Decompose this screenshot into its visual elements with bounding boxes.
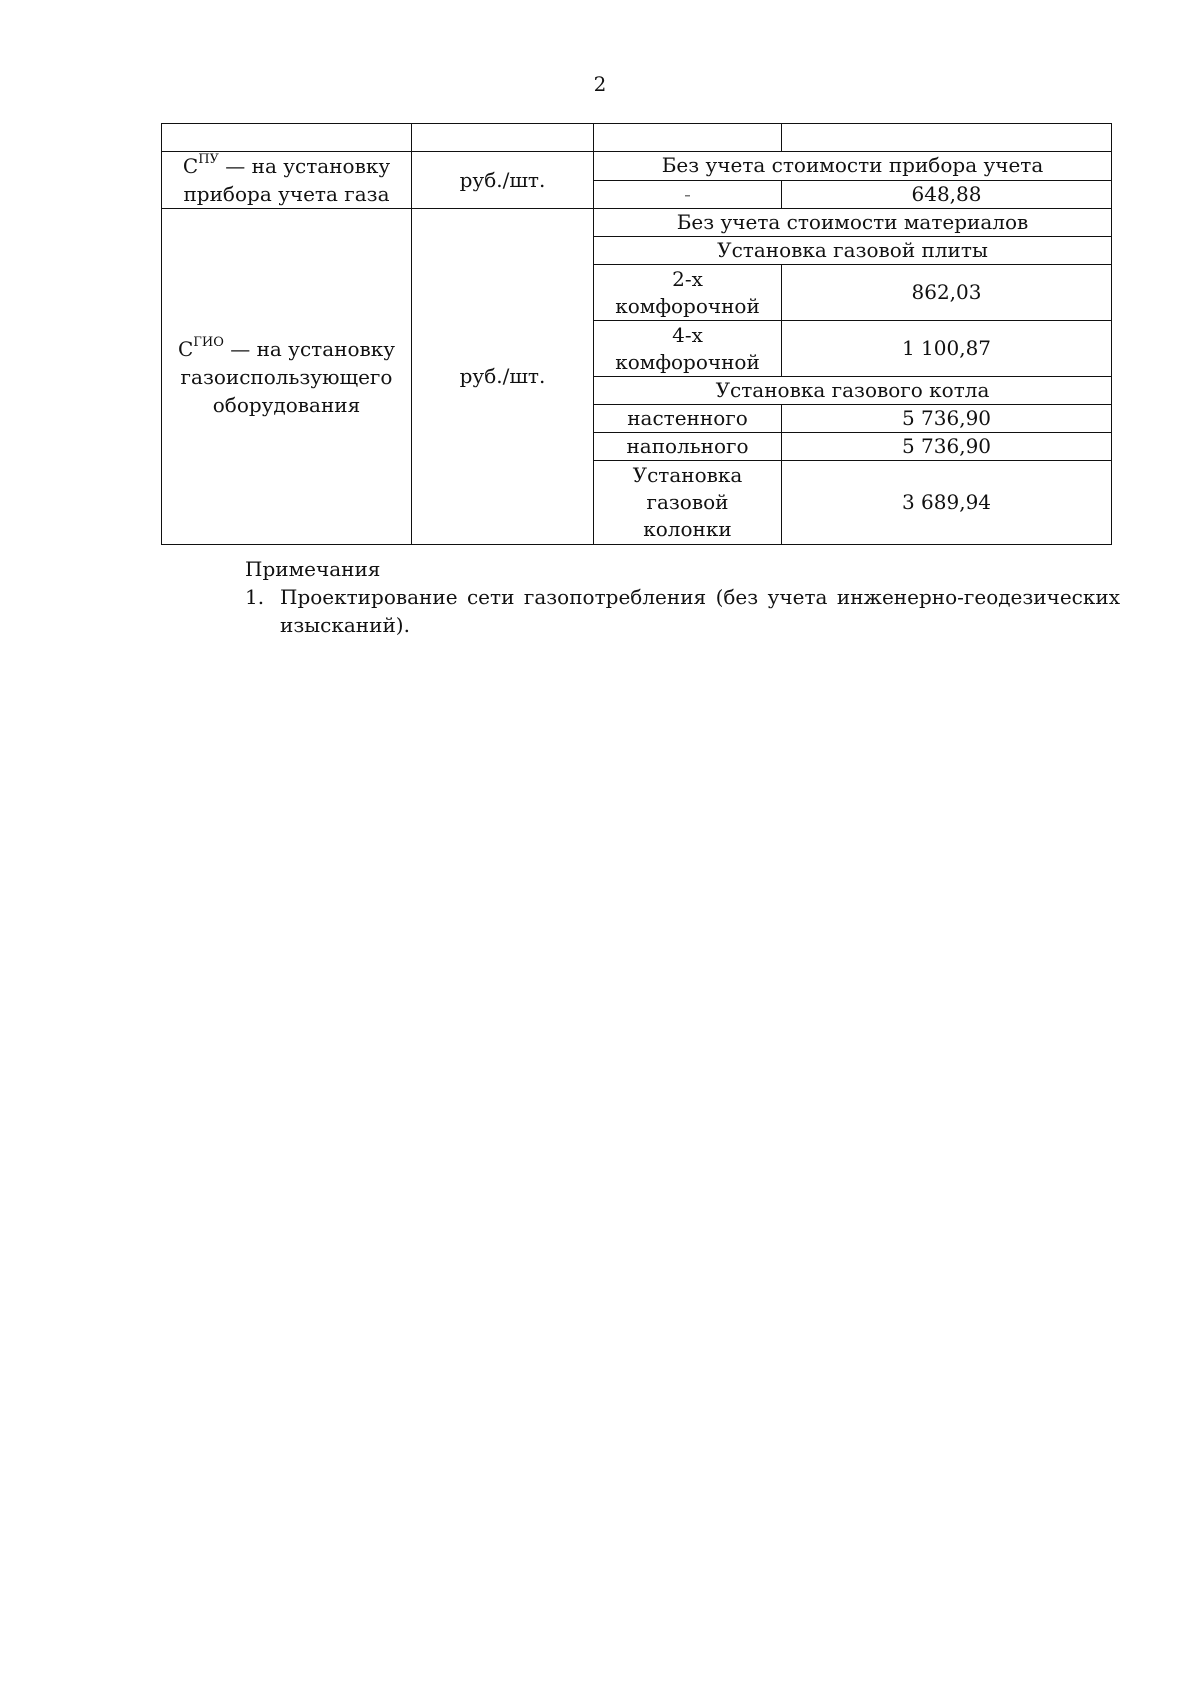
stove-name-cell: 2-х комфорочной: [594, 265, 782, 321]
note-text: Проектирование сети газопотребления (без учета инженерно-геодезических изысканий).: [280, 585, 1120, 637]
table-row: [162, 152, 1112, 181]
meter-label: — на установку прибора учета газа: [183, 154, 391, 206]
meter-label-cell: [162, 152, 412, 209]
equipment-unit-cell: руб./шт.: [412, 209, 594, 545]
header-cell: [162, 124, 412, 152]
stove-name-cell: 4-х комфорочной: [594, 321, 782, 377]
header-cell: [782, 124, 1112, 152]
table-row: [162, 209, 1112, 237]
note-item: [245, 583, 1120, 639]
tariff-table: [161, 123, 1112, 545]
meter-superscript: ПУ: [198, 152, 219, 168]
meter-dash-cell: -: [594, 180, 782, 209]
equipment-label: — на установку газоиспользующего оборудования: [180, 336, 396, 417]
equipment-superscript: ГИО: [193, 334, 224, 350]
table-header-row: [162, 124, 1112, 152]
stove-value-cell: 862,03: [782, 265, 1112, 321]
boiler-name-cell: настенного: [594, 405, 782, 433]
equipment-label-cell: [162, 209, 412, 545]
meter-section-title: Без учета стоимости прибора учета: [594, 152, 1112, 181]
header-cell: [412, 124, 594, 152]
equipment-symbol: С: [177, 336, 194, 361]
boiler-name-cell: напольного: [594, 433, 782, 461]
boiler-value-cell: 5 736,90: [782, 405, 1112, 433]
header-cell: [594, 124, 782, 152]
page-number: 2: [593, 72, 607, 96]
meter-value-cell: 648,88: [782, 180, 1112, 209]
equipment-section-title: Без учета стоимости материалов: [594, 209, 1112, 237]
stove-title: Установка газовой плиты: [594, 237, 1112, 265]
meter-unit-cell: руб./шт.: [412, 152, 594, 209]
heater-name-cell: Установка газовой колонки: [594, 461, 782, 545]
heater-value-cell: 3 689,94: [782, 461, 1112, 545]
boiler-value-cell: 5 736,90: [782, 433, 1112, 461]
note-number: 1.: [245, 585, 265, 609]
meter-symbol: С: [182, 154, 199, 178]
notes-section: [245, 555, 1120, 639]
stove-value-cell: 1 100,87: [782, 321, 1112, 377]
notes-title: Примечания: [245, 557, 381, 581]
boiler-title: Установка газового котла: [594, 377, 1112, 405]
